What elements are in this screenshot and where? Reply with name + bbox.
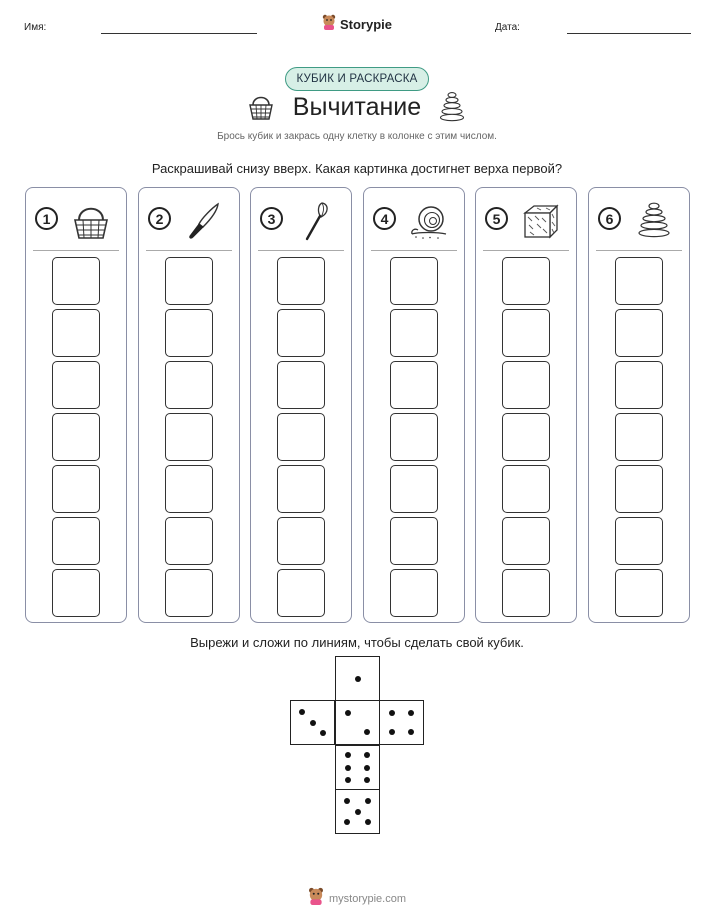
die-pip [389,710,395,716]
hay-bale-icon [520,200,562,242]
column-2 [138,187,240,623]
color-cell[interactable] [615,309,663,357]
die-pip [345,777,351,783]
category-pill: КУБИК И РАСКРАСКА [285,67,429,91]
column-header [251,188,351,250]
color-cell[interactable] [502,465,550,513]
column-4 [363,187,465,623]
color-cell[interactable] [52,361,100,409]
color-cell[interactable] [277,517,325,565]
snail-icon [408,200,450,242]
color-cell[interactable] [615,413,663,461]
color-cell[interactable] [502,413,550,461]
color-cell[interactable] [165,569,213,617]
color-cell[interactable] [165,361,213,409]
color-cell[interactable] [615,517,663,565]
brand [0,14,714,35]
color-cell[interactable] [52,569,100,617]
die-pip [408,729,414,735]
die-face [335,700,380,745]
column-number: 1 [35,207,58,230]
knife-icon [183,200,225,242]
die-pip [345,710,351,716]
column-divider [371,250,457,251]
date-label: Дата: [495,22,520,33]
color-cell[interactable] [52,413,100,461]
color-cell[interactable] [502,569,550,617]
storypie-logo-icon [322,14,336,35]
die-pip [355,676,361,682]
storypie-logo-icon [308,887,324,910]
die-pip [389,729,395,735]
color-cell[interactable] [165,517,213,565]
brand-name: Storypie [339,17,392,32]
name-label: Имя: [24,22,47,33]
whisk-icon [295,200,337,242]
die-pip [365,798,371,804]
color-cell[interactable] [165,465,213,513]
column-number: 4 [373,207,396,230]
color-cell[interactable] [277,309,325,357]
column-divider [33,250,119,251]
die-pip [344,798,350,804]
column-divider [483,250,569,251]
color-cell[interactable] [165,257,213,305]
die-face [335,656,380,701]
die-pip [299,709,305,715]
die-face [335,789,380,834]
column-3 [250,187,352,623]
column-divider [596,250,682,251]
color-cell[interactable] [502,361,550,409]
color-cell[interactable] [277,361,325,409]
footer-url[interactable]: mystorypie.com [328,892,407,905]
die-pip [408,710,414,716]
column-header [26,188,126,250]
column-header [139,188,239,250]
color-cell[interactable] [390,569,438,617]
color-cell[interactable] [52,257,100,305]
color-cell[interactable] [52,465,100,513]
color-cell[interactable] [502,257,550,305]
die-pip [320,730,326,736]
color-cell[interactable] [165,309,213,357]
color-cell[interactable] [52,309,100,357]
column-number: 2 [148,207,171,230]
color-cell[interactable] [277,413,325,461]
color-cell[interactable] [502,309,550,357]
footer [0,887,714,910]
die-pip [364,752,370,758]
color-cell[interactable] [277,257,325,305]
column-divider [146,250,232,251]
color-cell[interactable] [615,257,663,305]
color-cell[interactable] [390,361,438,409]
color-cell[interactable] [390,309,438,357]
date-line[interactable] [567,33,691,34]
die-pip [364,765,370,771]
die-pip [345,765,351,771]
color-cell[interactable] [52,517,100,565]
stone-stack-icon [439,90,465,127]
die-face [335,745,380,790]
die-pip [344,819,350,825]
die-face [379,700,424,745]
column-header [589,188,689,250]
cut-instruction: Вырежи и сложи по линиям, чтобы сделать свой кубик. [190,635,524,650]
subtitle: Брось кубик и закрась одну клетку в колонке с этим числом. [217,131,497,142]
die-pip [345,752,351,758]
basket-icon [70,200,112,242]
column-header [364,188,464,250]
die-pip [365,819,371,825]
column-number: 6 [598,207,621,230]
color-cell[interactable] [277,569,325,617]
color-cell[interactable] [390,257,438,305]
color-cell[interactable] [390,413,438,461]
column-number: 3 [260,207,283,230]
die-pip [364,777,370,783]
color-cell[interactable] [615,361,663,409]
color-cell[interactable] [615,465,663,513]
column-1 [25,187,127,623]
column-number: 5 [485,207,508,230]
color-cell[interactable] [165,413,213,461]
die-pip [364,729,370,735]
column-header [476,188,576,250]
die-face [290,700,335,745]
die-pip [355,809,361,815]
color-cell[interactable] [615,569,663,617]
color-cell[interactable] [390,517,438,565]
page-title: Вычитание [292,93,422,121]
instruction: Раскрашивай снизу вверх. Какая картинка достигнет верха первой? [151,161,563,176]
color-cell[interactable] [390,465,438,513]
color-cell[interactable] [277,465,325,513]
stone-stack-icon [633,200,675,242]
column-6 [588,187,690,623]
column-divider [258,250,344,251]
column-5 [475,187,577,623]
color-cell[interactable] [502,517,550,565]
die-pip [310,720,316,726]
